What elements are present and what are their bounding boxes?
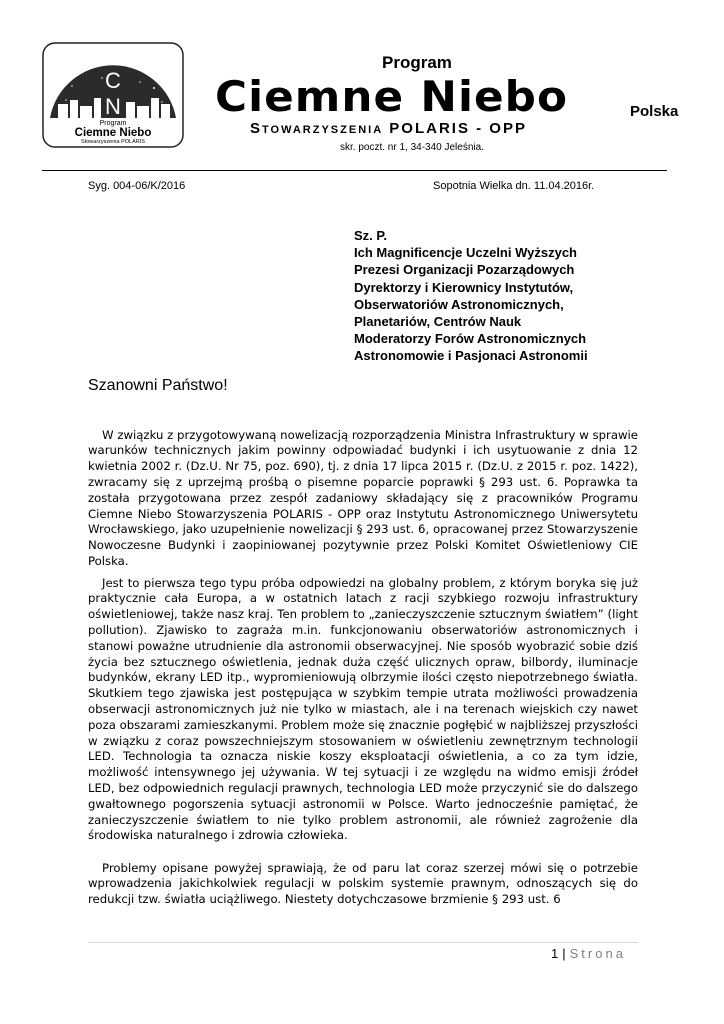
recipient-line: Sz. P. [354, 228, 388, 243]
header-program: Program [382, 53, 452, 72]
logo-association: Stowarzyszenia POLARIS [81, 139, 145, 145]
header-divider [42, 170, 667, 171]
place-date: Sopotnia Wielka dn. 11.04.2016r. [433, 180, 595, 192]
header-address: skr. poczt. nr 1, 34-340 Jeleśnia. [340, 142, 484, 153]
logo-letter-n: N [105, 94, 121, 119]
logo-name: Ciemne Niebo [74, 127, 152, 139]
recipient-line: Prezesi Organizacji Pozarządowych [354, 262, 575, 278]
header-association: Stowarzyszenia POLARIS - OPP [250, 120, 527, 137]
page-word: Strona [569, 946, 626, 961]
recipient-line: Ich Magnificencje Uczelni Wyższych [354, 245, 577, 261]
body-paragraph: W związku z przygotowywaną nowelizacją rozporządzenia Ministra Infrastruktury w sprawie warunków technicznych jakim powinny odpowiadać budynki i ich usytuowanie z dnia 12 kwietnia 2002 r. (Dz.U. Nr 75, poz. 690), tj. z dnia 17 lipca 2015 r. (Dz.U. z 2015 r. poz. 1422), zwracamy się z uprzejmą prośbą o pisemne poparcie poprawki § 293 ust. 6. Poprawka ta została przygotowana przez zespół zadaniowy składający się z pracowników Programu Ciemne Niebo Stowarzyszenia POLARIS - OPP oraz Instytutu Astronomicznego Uniwersytetu Wrocławskiego, jako uzupełnienie nowelizacji § 293 ust. 6, opracowanej przez Stowarzyszenie Nowoczesne Budynki i zaopiniowanej pozytywnie przez Polski Komitet Oświetleniowy CIE Polska. [88, 427, 638, 569]
recipient-line: Dyrektorzy i Kierownicy Instytutów, [354, 279, 574, 295]
reference-number: Syg. 004-06/K/2016 [88, 180, 186, 192]
logo-letter-c: C [105, 68, 121, 93]
page-number: 1 [551, 946, 559, 961]
recipient-line: Obserwatoriów Astronomicznych, [354, 296, 564, 312]
recipient-line: Astronomowie i Pasjonaci Astronomii [354, 348, 588, 364]
header-title: Ciemne Niebo [215, 72, 569, 121]
logo [42, 42, 184, 148]
header-country: Polska [630, 103, 679, 120]
footer-separator: | [562, 946, 566, 961]
page-footer [551, 946, 626, 961]
body-paragraph: Jest to pierwsza tego typu próba odpowiedzi na globalny problem, z którym boryka się już praktycznie cała Europa, a w ostatnich latach z racji szybkiego rozwoju infrastruktury oświetleniowej, także nasz kraj. Ten problem to „zanieczyszczenie sztucznym światłem” (light pollution). Zjawisko to zagraża m.in. funkcjonowaniu obserwatoriów astronomicznych i stanowi poważne utrudnienie dla astronomii obserwacyjnej. Nie sposób wyobrazić sobie dziś życia bez sztucznego oświetlenia, jednak duża część ulicznych opraw, bilbordy, iluminacje budynków, ekrany LED itp., wypromieniowują olbrzymie ilości często niepotrzebnego światła. Skutkiem tego zjawiska jest postępująca w szybkim tempie utrata możliwości prowadzenia obserwacji astronomicznych już nie tylko w miastach, ale i na terenach wiejskich czy nawet poza obszarami zamieszkanymi. Problem może się znacznie pogłębić w najbliższej przyszłości w związku z coraz powszechniejszym stosowaniem w oświetleniu zewnętrznym technologii LED. Technologia ta oznacza niskie koszy eksploatacji oświetlenia, a co za tym idzie, możliwość intensywnego jej używania. W tej sytuacji i ze względu na widmo emisji źródeł LED, bez odpowiednich regulacji prawnych, technologia LED może przyczynić sie do dalszego gwałtownego pogorszenia sytuacji astronomii w Polsce. Warto jednocześnie pamiętać, że zanieczyszczenie światłem to nie tylko problem astronomii, ale również zagrożenie dla środowiska naturalnego i zdrowia człowieka. [88, 575, 639, 843]
footer-divider [88, 942, 638, 943]
logo-program: Program [99, 120, 127, 127]
salutation: Szanowni Państwo! [88, 377, 228, 394]
recipient-line: Planetariów, Centrów Nauk [354, 314, 522, 330]
body-paragraph: Problemy opisane powyżej sprawiają, że od paru lat coraz szerzej mówi się o potrzebie wprowadzenia jakichkolwiek regulacji w polskim systemie prawnym, odnoszących się do redukcji tzw. światła uciążliwego. Niestety dotychczasowe brzmienie § 293 ust. 6 [88, 860, 638, 907]
recipient-line: Moderatorzy Forów Astronomicznych [354, 331, 587, 347]
recipients-block [354, 227, 588, 365]
